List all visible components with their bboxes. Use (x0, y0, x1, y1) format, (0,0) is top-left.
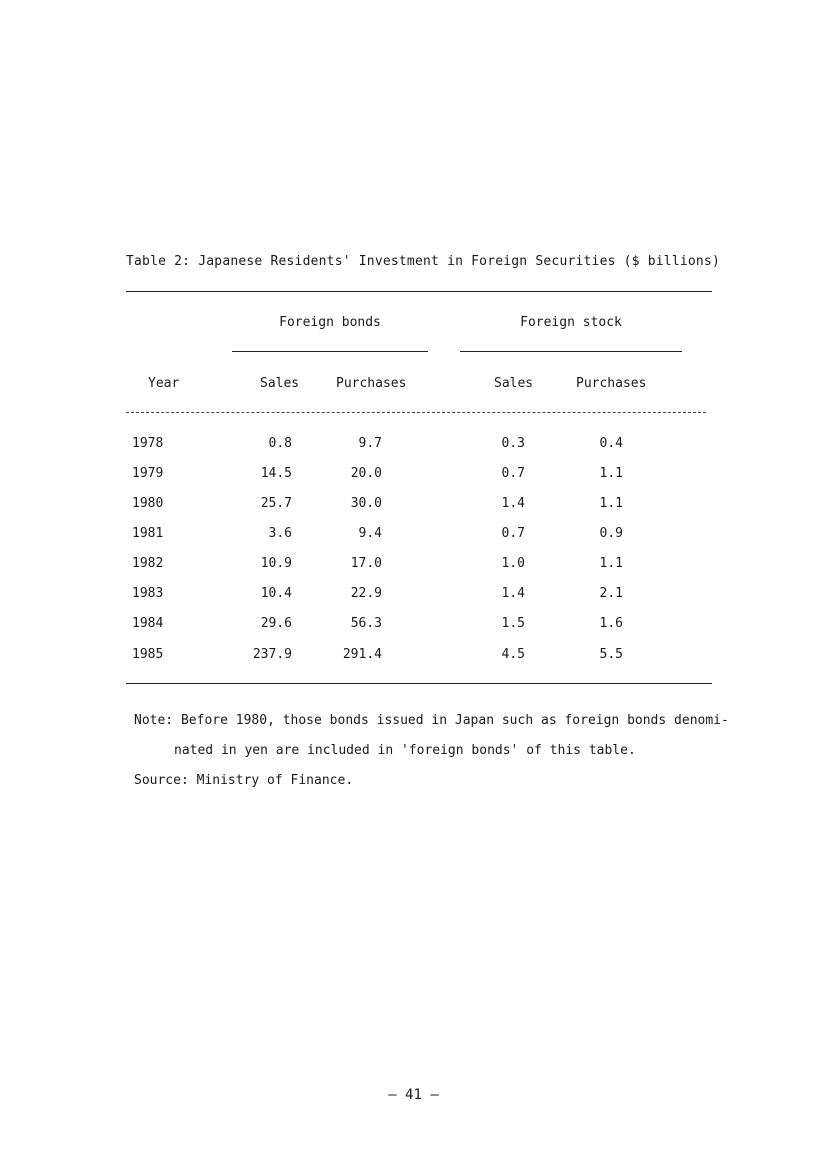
cell-stock-sales: 0.7 (501, 526, 525, 541)
cell-stock-sales: 4.5 (501, 647, 525, 662)
header-bottom-rule (126, 412, 706, 413)
cell-year: 1985 (132, 647, 164, 662)
cell-stock-purchases: 2.1 (599, 586, 623, 601)
cell-year: 1983 (132, 586, 164, 601)
group-header-foreign-bonds: Foreign bonds (279, 315, 381, 330)
column-header-stock-sales: Sales (494, 376, 534, 391)
cell-year: 1984 (132, 616, 164, 631)
cell-bond-purchases: 20.0 (350, 466, 382, 481)
cell-bond-purchases: 291.4 (342, 647, 382, 662)
cell-bond-sales: 25.7 (260, 496, 292, 511)
cell-year: 1980 (132, 496, 164, 511)
cell-bond-purchases: 30.0 (350, 496, 382, 511)
cell-stock-sales: 1.5 (501, 616, 525, 631)
cell-year: 1979 (132, 466, 164, 481)
cell-bond-sales: 10.4 (260, 586, 292, 601)
cell-stock-purchases: 0.9 (599, 526, 623, 541)
cell-bond-sales: 3.6 (268, 526, 292, 541)
cell-bond-purchases: 22.9 (350, 586, 382, 601)
cell-bond-purchases: 9.7 (358, 436, 382, 451)
cell-stock-purchases: 0.4 (599, 436, 623, 451)
cell-stock-purchases: 1.1 (599, 556, 623, 571)
cell-stock-sales: 1.4 (501, 496, 525, 511)
cell-bond-purchases: 56.3 (350, 616, 382, 631)
cell-bond-sales: 10.9 (260, 556, 292, 571)
column-header-stock-purchases: Purchases (576, 376, 647, 391)
cell-stock-sales: 0.3 (501, 436, 525, 451)
table-notes (134, 706, 729, 796)
foreign-bonds-underline (232, 351, 428, 352)
foreign-stock-underline (460, 351, 682, 352)
cell-stock-purchases: 1.6 (599, 616, 623, 631)
table-top-rule (126, 291, 712, 292)
cell-stock-sales: 0.7 (501, 466, 525, 481)
cell-bond-sales: 237.9 (252, 647, 292, 662)
cell-year: 1982 (132, 556, 164, 571)
page-number: — 41 — (388, 1087, 439, 1103)
cell-stock-purchases: 5.5 (599, 647, 623, 662)
table-title: Table 2: Japanese Residents' Investment in Foreign Securities ($ billions) (126, 254, 720, 269)
column-header-bond-sales: Sales (260, 376, 300, 391)
source-text: Source: Ministry of Finance. (134, 773, 354, 788)
cell-bond-sales: 29.6 (260, 616, 292, 631)
cell-bond-sales: 14.5 (260, 466, 292, 481)
note-text: Note: Before 1980, those bonds issued in Japan such as foreign bonds denomi- (134, 713, 729, 728)
group-header-foreign-stock: Foreign stock (520, 315, 622, 330)
cell-stock-purchases: 1.1 (599, 496, 623, 511)
cell-year: 1981 (132, 526, 164, 541)
cell-year: 1978 (132, 436, 164, 451)
cell-stock-purchases: 1.1 (599, 466, 623, 481)
note-text-continued: nated in yen are included in 'foreign bonds' of this table. (174, 743, 636, 758)
cell-stock-sales: 1.0 (501, 556, 525, 571)
table-bottom-rule (126, 683, 712, 684)
cell-bond-purchases: 17.0 (350, 556, 382, 571)
column-header-year: Year (148, 376, 180, 391)
cell-stock-sales: 1.4 (501, 586, 525, 601)
cell-bond-purchases: 9.4 (358, 526, 382, 541)
cell-bond-sales: 0.8 (268, 436, 292, 451)
column-header-bond-purchases: Purchases (336, 376, 407, 391)
